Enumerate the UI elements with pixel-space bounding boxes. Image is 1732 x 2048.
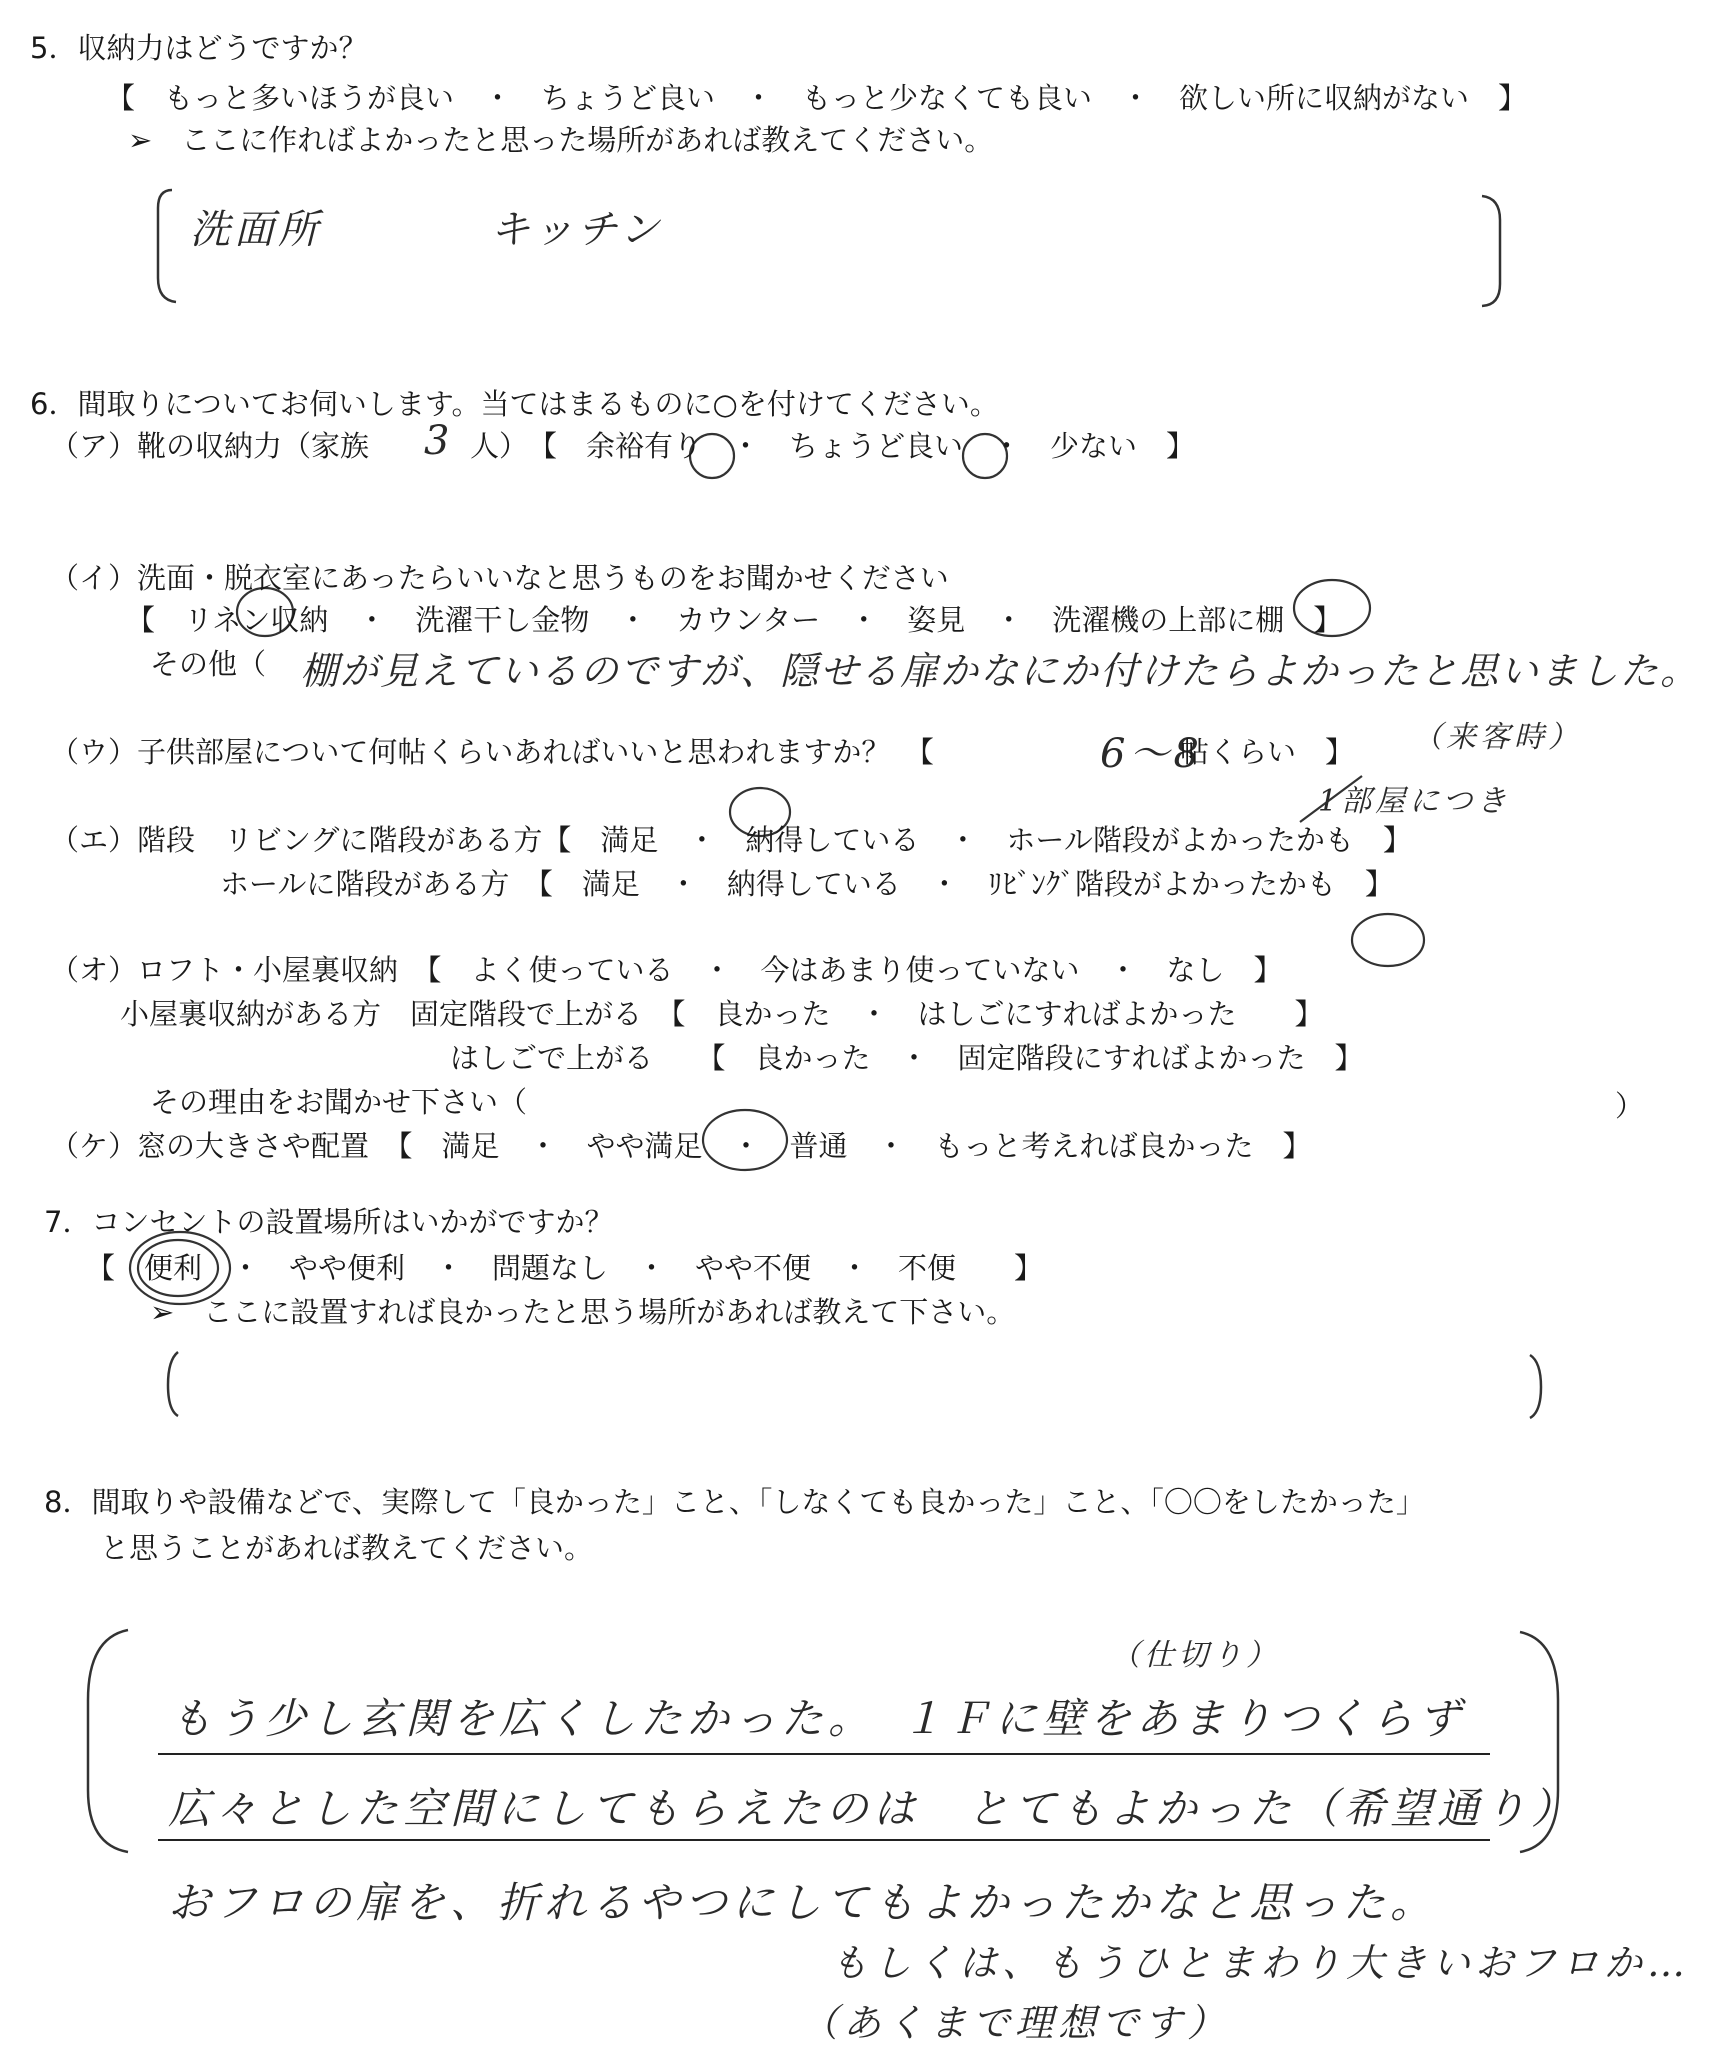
q6-i-title: （イ）洗面・脱衣室にあったらいいなと思うものをお聞かせください [50,561,949,595]
q5-options: 【 もっと多いほうが良い ・ ちょうど良い ・ もっと少なくても良い ・ 欲しい所に収納がない 】 [106,81,1528,115]
q5-title: 5．収納力はどうですか？ [30,31,368,65]
q6-u-unit: 帖くらい 】 [1180,735,1355,769]
q6-o-reason-close: ） [1615,1089,1645,1123]
q6-ke-line: （ケ）窓の大きさや配置 【 満足 ・ やや満足 ・ 普通 ・ もっと考えれば良かった 】 [50,1129,1312,1163]
q5-answer-sentaku: 洗面所 [190,207,322,253]
q6-o-line3: はしごで上がる 【 良かった ・ 固定階段にすればよかった 】 [450,1041,1364,1075]
q8-title-line1: 8．間取りや設備などで、実際して「良かった」こと、「しなくても良かった」こと、「〇〇をしたかった」 [44,1485,1425,1519]
q5-prompt: ➢ ここに作ればよかったと思った場所があれば教えてください。 [128,123,994,157]
q6-e-line2: ホールに階段がある方 【 満足 ・ 納得している ・ ﾘﾋﾞﾝｸﾞ階段がよかったかも 】 [220,867,1394,901]
q6-a-family-count: 3 [424,418,454,464]
q6-a-rest: 人） 【 余裕有り ・ ちょうど良い ・ 少ない 】 [470,429,1196,463]
q7-answer-bracket-right [1530,1355,1541,1418]
q8-answer-line1: もう少し玄関を広くしたかった。 １Ｆに壁をあまりつくらず [170,1694,1466,1743]
q5-answer-kitchen: キッチン [490,207,664,253]
q6-i-other-label: その他（ [150,647,267,681]
q6-u-note: 1部屋につき [1318,784,1511,819]
q8-title-line2: と思うことがあれば教えてください。 [100,1531,594,1565]
circle-nashi [1352,914,1424,966]
q6-o-reason-open: その理由をお聞かせ下さい（ [150,1085,528,1119]
q6-a-label: （ア）靴の収納力（家族 [50,429,370,463]
q6-u-title: （ウ）子供部屋について何帖くらいあればいいと思われますか？ 【 [50,735,934,769]
q7-options: 【 便利 ・ やや便利 ・ 問題なし ・ やや不便 ・ 不便 】 [86,1251,1044,1285]
q8-answer-line3: おフロの扉を、折れるやつにしてもよかったかなと思った。 [168,1878,1438,1927]
q6-o-line2: 小屋裏収納がある方 固定階段で上がる 【 良かった ・ はしごにすればよかった 】 [120,997,1324,1031]
q6-i-options: 【 リネン収納 ・ 洗濯干し金物 ・ カウンター ・ 姿見 ・ 洗濯機の上部に棚 】 [126,603,1343,637]
q6-o-line1: （オ）ロフト・小屋裏収納 【 よく使っている ・ 今はあまり使っていない ・ なし 】 [50,953,1283,987]
q6-i-other-answer: 棚が見えているのですが、隠せる扉かなにか付けたらよかったと思いました。 [300,649,1701,693]
q8-answer-bracket-left [88,1630,128,1852]
q8-answer-line2: 広々とした空間にしてもらえたのは とてもよかった（希望通り） [168,1784,1579,1833]
q6-e-line1: （エ）階段 リビングに階段がある方【 満足 ・ 納得している ・ ホール階段がよかったかも 】 [50,823,1412,857]
q5-answer-bracket-right [1482,196,1500,306]
q6-u-value: 6〜8 [1100,731,1203,777]
q7-title: 7．コンセントの設置場所はいかがですか？ [44,1205,614,1239]
q7-answer-bracket-left [168,1352,178,1416]
q6-i-other-note: （来客時） [1412,720,1582,755]
q6-title: 6．間取りについてお伺いします。当てはまるものに○を付けてください。 [30,387,999,421]
q7-prompt: ➢ ここに設置すれば良かったと思う場所があれば教えて下さい。 [150,1295,1016,1329]
q8-note-top: （仕切り） [1110,1638,1280,1673]
q8-answer-line5: （あくまで理想です） [800,2001,1231,2045]
q5-answer-bracket-left [158,190,176,302]
q8-answer-line4: もしくは、もうひとまわり大きいおフロか… [830,1941,1691,1985]
